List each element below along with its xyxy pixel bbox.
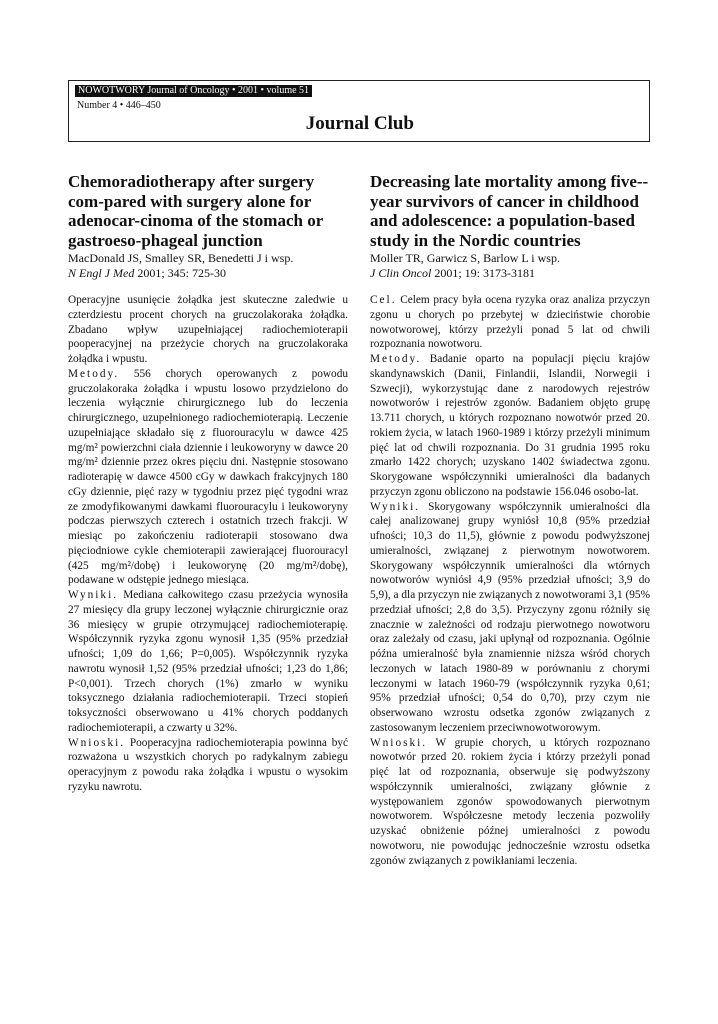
article-authors: Moller TR, Garwicz S, Barlow L i wsp. — [370, 251, 560, 265]
article-title: Chemoradiotherapy after surgery com-pared with surgery alone for adenocar-cinoma of the stomach or gastroeso-phageal junction — [68, 172, 323, 250]
article-right-header — [370, 172, 650, 281]
paragraph-label: Metody. — [370, 353, 422, 365]
paragraph-text: Skorygowany współczynnik umieralności dla całej analizowanej grupy wyniósł 10,8 (95% przedział ufności; 10,3 do 11,5), głównie z powodu podwyższonej umieralności, związanej z pierwotnym nowotworem. Skorygowany współczynnik umieralności dla wtórnych nowotworów wyniósł 4,9 (95% przedział ufności; 3,9 do 5,9), a dla przyczyn nie związanych z nowotworami 3,1 (95% przedział ufności; 2,8 do 3,5). Przyczyny zgonu różniły się znacznie w zależności od rodzaju pierwotnego nowotworu oraz zależały od czasu, jaki upłynął od rozpoznania. Ogólnie późna umieralność była znamiennie niższa wśród chorych leczonych w latach 1980-89 w porównaniu z chorymi leczonymi w latach 1960-79 (współczynnik ryzyka 0,61; 95% przedział ufności; 0,54 do 0,70), przy czym nie obserwowano wzrostu odsetka zgonów związanych z zastosowanym leczeniem przeciwnowotworowym. — [370, 500, 650, 734]
paragraph-label: Cel. — [370, 294, 397, 306]
article-authors: MacDonald JS, Smalley SR, Benedetti J i wsp. — [68, 251, 294, 265]
article-left-header — [68, 172, 348, 281]
citation-details: 2001; 19: 3173-3181 — [431, 266, 535, 280]
abstract-paragraph — [370, 500, 650, 736]
abstract-paragraph — [68, 293, 348, 367]
paragraph-label: Wyniki. — [68, 589, 119, 601]
article-citation — [68, 266, 348, 281]
paragraph-text: 556 chorych operowanych z powodu gruczolakoraka żołądka i wpustu losowo przydzielono do leczenia wyłącznie chirurgicznego lub do leczenia chirurgicznego, uzupełnionego radiochemioterapią. Leczenie uzupełniające składało się z fluorouracylu w dawce 425 mg/m² powierzchni ciała dziennie i leukoworyny w dawce 20 mg/m² dziennie przez okres pięciu dni. Następnie stosowano radioterapię w dawce 4500 cGy w dawkach frakcyjnych 180 cGy dziennie, pięć razy w tygodniu przez pięć tygodni wraz ze zmodyfikowanymi dawkami fluorouracylu i leukoworyny podczas pierwszych czterech i ostatnich trzech frakcji. W miesiąc po zakończeniu radioterapii stosowano dwa pięciodniowe cykle chemioterapii zawierającej fluorouracyl (425 mg/m²/dobę) i leukoworynę (20 mg/m²/dobę), podawane w odstępie jednego miesiąca. — [68, 367, 348, 587]
abstract-paragraph — [68, 367, 348, 588]
paragraph-text: Mediana całkowitego czasu przeżycia wynosiła 27 miesięcy dla grupy leczonej wyłącznie chirurgicznie oraz 36 miesięcy w grupie otrzymującej radiochemioterapię. Współczynnik ryzyka zgonu wynosił 1,35 (95% przedział ufności; 1,09 do 1,66; P=0,005). Współczynnik ryzyka nawrotu wynosił 1,52 (95% przedział ufności; 1,23 do 1,86; P<0,001). Trzech chorych (1%) zmarło w wyniku toksycznego działania radiochemioterapii. Trzeci stopień toksyczności obserwowano u 41% chorych poddanych radiochemioterapii, a czwarty u 32%. — [68, 589, 348, 734]
citation-journal: J Clin Oncol — [370, 266, 432, 280]
issue-number: Number 4 • 446–450 — [77, 100, 161, 111]
abstract-paragraph — [68, 588, 348, 736]
paragraph-text: Celem pracy była ocena ryzyka oraz analiza przyczyn zgonu u chorych po przebytej w dzieciństwie chorobie nowotworowej, którzy przeżyli ponad 5 lat od chwili rozpoznania nowotworu. — [370, 294, 650, 351]
article-left-abstract — [68, 293, 348, 795]
abstract-paragraph — [370, 352, 650, 500]
citation-journal: N Engl J Med — [68, 266, 135, 280]
article-title: Decreasing late mortality among five--year survivors of cancer in childhood and adolescence: a population-based study in the Nordic countries — [370, 172, 649, 250]
paragraph-text: Operacyjne usunięcie żołądka jest skuteczne zaledwie u czterdziestu procent chorych na gruczolakoraka żołądka. Zbadano wpływ uzupełniającej radiochemioterapii pooperacyjnej na przeżycie chorych na gruczolakoraka żołądka i wpustu. — [68, 294, 348, 365]
citation-details: 2001; 345: 725-30 — [134, 266, 226, 280]
paragraph-text: W grupie chorych, u których rozpoznano nowotwór przed 20. rokiem życia i którzy przeżyli ponad pięć lat od rozpoznania, obserwuje się podwyższony współczynnik umieralności, związany głównie z występowaniem zgonów spowodowanych pierwotnym nowotworem. Współczesne metody leczenia pozwoliły uzyskać obniżenie późnej umieralności z powodu nowotworu, nie powodując jednocześnie wzrostu odsetka zgonów związanych z powikłaniami leczenia. — [370, 736, 650, 867]
paragraph-text: Pooperacyjna radiochemioterapia powinna być rozważona u wszystkich chorych po radykalnym zabiegu operacyjnym z powodu raka żołądka i wpustu o wysokim ryzyku nawrotu. — [68, 736, 348, 793]
article-right-abstract — [370, 293, 650, 868]
paragraph-label: Metody. — [68, 367, 120, 380]
abstract-paragraph — [68, 736, 348, 795]
paragraph-label: Wyniki. — [370, 500, 421, 513]
abstract-paragraph — [370, 293, 650, 352]
abstract-paragraph — [370, 736, 650, 869]
journal-name: NOWOTWORY Journal of Oncology • 2001 • volume 51 — [75, 85, 312, 97]
paragraph-label: Wnioski. — [68, 736, 126, 749]
section-title: Journal Club — [305, 113, 414, 134]
article-citation — [370, 266, 650, 281]
paragraph-label: Wnioski. — [370, 736, 428, 749]
paragraph-text: Badanie oparto na populacji pięciu krajów skandynawskich (Danii, Finlandii, Islandii, Norwegii i Szwecji), wykorzystując dane z narodowych rejestrów nowotworów i rejestrów zgonów. Badaniem objęto grupę 13.711 chorych, u których rozpoznano nowotwór przed 20. rokiem życia, w latach 1960-1989 i którzy przeżyli minimum pięć lat od chwili rozpoznania. Do 31 grudnia 1995 roku zmarło 1422 chorych; uzyskano 1402 świadectwa zgonu. Skorygowane współczynniki umieralności dla badanych przyczyn zgonu obliczono na podstawie 156.046 osobo-lat. — [370, 353, 650, 498]
